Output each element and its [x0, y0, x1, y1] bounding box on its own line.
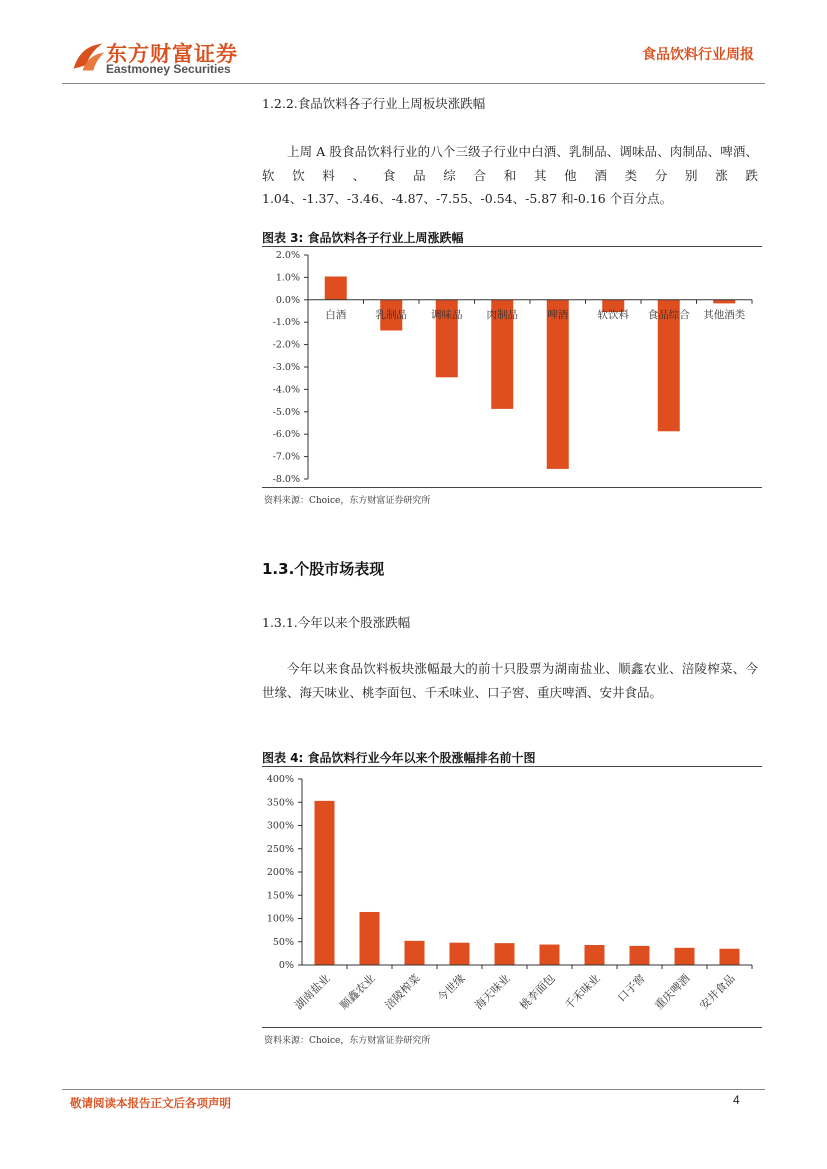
bar — [495, 943, 515, 965]
figure4-chart — [262, 767, 762, 1027]
x-category-label: 调味品 — [431, 308, 463, 321]
figure3-chart — [262, 247, 762, 487]
brand-name-en: Eastmoney Securities — [106, 62, 231, 76]
x-category-label: 桃李面包 — [517, 971, 558, 1013]
x-category-label: 湖南盐业 — [292, 971, 333, 1013]
figure4-bottom-rule — [262, 1027, 762, 1028]
bar — [540, 945, 560, 965]
y-tick-label: 350% — [266, 797, 294, 809]
y-tick-label: 250% — [266, 843, 294, 855]
x-category-label: 重庆啤酒 — [652, 971, 693, 1013]
y-tick-label: -3.0% — [272, 362, 300, 373]
brand-logo-icon — [70, 38, 106, 76]
x-category-label: 今世缘 — [435, 971, 468, 1005]
bar — [547, 300, 569, 469]
bar — [675, 948, 695, 965]
figure3-source: 资料来源：Choice，东方财富证券研究所 — [264, 496, 431, 506]
x-category-label: 千禾味业 — [562, 971, 603, 1013]
page-number: 4 — [733, 1093, 740, 1107]
y-tick-label: 200% — [266, 867, 294, 878]
y-tick-label: 100% — [266, 913, 294, 925]
report-type: 食品饮料行业周报 — [642, 47, 754, 63]
y-tick-label: -5.0% — [272, 406, 300, 418]
x-category-label: 其他酒类 — [703, 308, 746, 321]
figure3-bottom-rule — [262, 487, 762, 488]
footer-disclaimer: 敬请阅读本报告正文后各项声明 — [70, 1096, 231, 1110]
bar — [630, 946, 650, 965]
x-category-label: 软饮料 — [597, 308, 629, 321]
bar — [405, 941, 425, 965]
x-category-label: 涪陵榨菜 — [382, 971, 423, 1013]
y-tick-label: -1.0% — [272, 317, 300, 329]
bar — [315, 801, 335, 965]
x-category-label: 海天味业 — [472, 971, 513, 1013]
section-heading-131: 1.3.1.今年以来个股涨跌幅 — [262, 615, 411, 630]
header-divider — [62, 83, 765, 84]
x-category-label: 白酒 — [325, 308, 347, 321]
figure4-title: 图表 4: 食品饮料行业今年以来个股涨幅排名前十图 — [262, 751, 536, 765]
y-tick-label: -2.0% — [272, 339, 300, 351]
brand-name-cn: 东方财富证券 — [106, 42, 238, 66]
x-category-label: 安井食品 — [697, 971, 738, 1013]
y-tick-label: -7.0% — [272, 451, 300, 463]
y-tick-label: 150% — [266, 890, 294, 902]
section-heading-122: 1.2.2.食品饮料各子行业上周板块涨跌幅 — [262, 96, 486, 111]
bar — [325, 277, 347, 300]
y-tick-label: 2.0% — [275, 250, 300, 261]
footer-divider — [62, 1089, 765, 1090]
y-tick-label: 50% — [272, 936, 294, 948]
y-tick-label: 0% — [278, 960, 294, 971]
x-category-label: 口子窖 — [615, 971, 648, 1005]
bar — [713, 300, 735, 304]
y-tick-label: 1.0% — [275, 272, 300, 284]
y-tick-label: -8.0% — [272, 474, 300, 485]
x-category-label: 顺鑫农业 — [337, 971, 378, 1013]
bar — [360, 912, 380, 965]
y-tick-label: -6.0% — [272, 429, 300, 441]
figure4-source: 资料来源：Choice，东方财富证券研究所 — [264, 1036, 431, 1046]
y-tick-label: 0.0% — [275, 294, 300, 306]
bar — [585, 945, 605, 965]
section-paragraph-131: 今年以来食品饮料板块涨幅最大的前十只股票为湖南盐业、顺鑫农业、涪陵榨菜、今世缘、海天味业、桃李面包、千禾味业、口子窖、重庆啤酒、安井食品。 — [262, 661, 758, 700]
section-heading-13: 1.3.个股市场表现 — [262, 560, 385, 578]
y-tick-label: 400% — [266, 774, 294, 785]
y-tick-label: -4.0% — [272, 384, 300, 396]
x-category-label: 乳制品 — [375, 308, 407, 321]
bar — [720, 949, 740, 965]
x-category-label: 啤酒 — [547, 308, 569, 321]
section-paragraph-122: 上周 A 股食品饮料行业的八个三级子行业中白酒、乳制品、调味品、肉制品、啤酒、软饮料、食品综合和其他酒类分别涨跌 1.04、-1.37、-3.46、-4.87、-7.55、-0.54、-5.87 和-0.16 个百分点。 — [262, 144, 758, 206]
x-category-label: 食品综合 — [647, 308, 690, 321]
bar — [450, 943, 470, 965]
x-category-label: 肉制品 — [486, 308, 518, 321]
figure3-title: 图表 3: 食品饮料各子行业上周涨跌幅 — [262, 231, 464, 245]
y-tick-label: 300% — [266, 820, 294, 832]
